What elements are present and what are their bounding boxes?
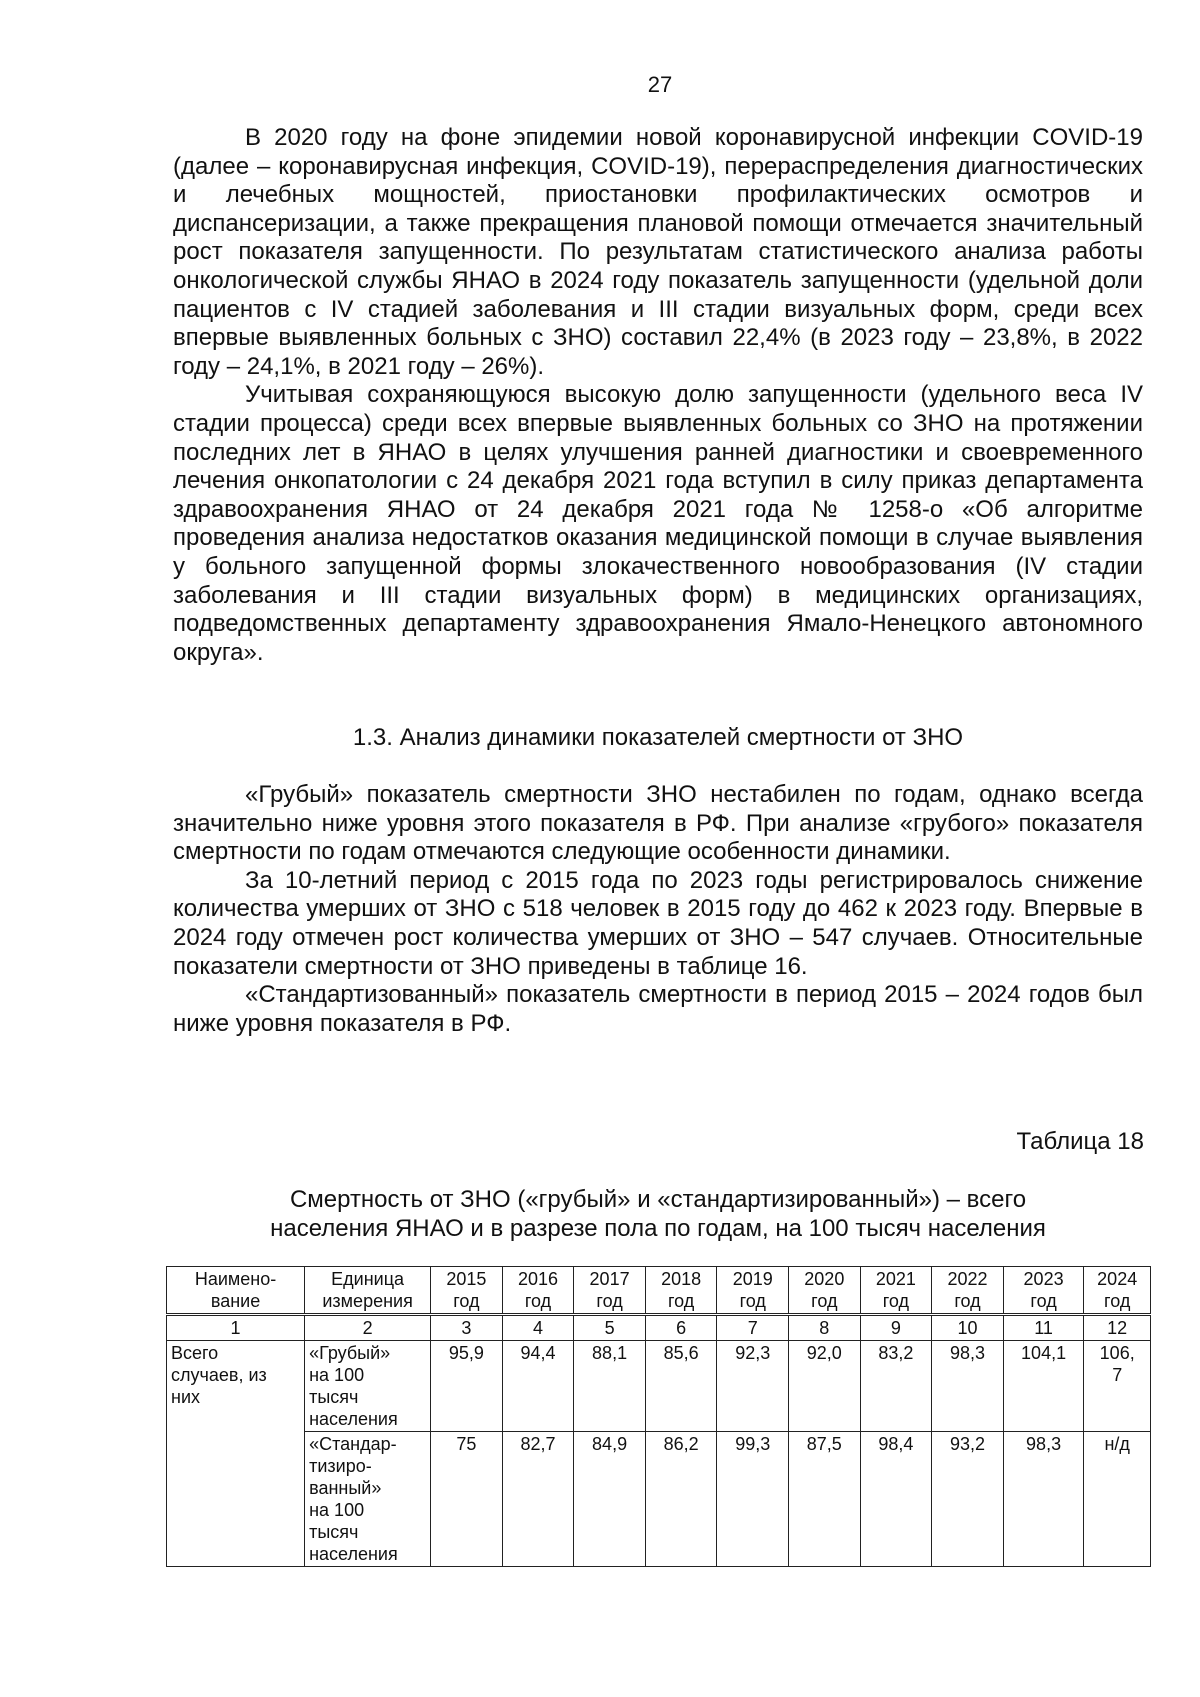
header-cell: Единица измерения bbox=[305, 1267, 431, 1315]
value-cell: 88,1 bbox=[574, 1341, 646, 1432]
header-cell: 2018 год bbox=[645, 1267, 717, 1315]
numbering-cell: 1 bbox=[167, 1315, 305, 1341]
numbering-cell: 12 bbox=[1084, 1315, 1151, 1341]
header-cell: Наимено- вание bbox=[167, 1267, 305, 1315]
table-numbering-row bbox=[167, 1315, 1151, 1341]
value-cell: 99,3 bbox=[717, 1432, 789, 1567]
table-label: Таблица 18 bbox=[1016, 1128, 1144, 1155]
header-cell: 2017 год bbox=[574, 1267, 646, 1315]
header-cell: 2024 год bbox=[1084, 1267, 1151, 1315]
unit-cell: «Стандар- тизиро- ванный» на 100 тысяч населения bbox=[305, 1432, 431, 1567]
body-text-top bbox=[173, 124, 1143, 667]
value-cell: 98,3 bbox=[1003, 1432, 1084, 1567]
header-cell: 2016 год bbox=[502, 1267, 574, 1315]
value-cell: 75 bbox=[431, 1432, 503, 1567]
numbering-cell: 11 bbox=[1003, 1315, 1084, 1341]
paragraph: Учитывая сохраняющуюся высокую долю запущенности (удельного веса IV стадии процесса) среди всех впервые выявленных больных со ЗНО на протяжении последних лет в ЯНАО в целях улучшения ранней диагностики и своевременного лечения онкопатологии с 24 декабря 2021 года вступил в силу приказ департамента здравоохранения ЯНАО от 24 декабря 2021 года № 1258-о «Об алгоритме проведения анализа недостатков оказания медицинской помощи в случае выявления у больного запущенной формы злокачественного новообразования (IV стадии заболевания и III стадии визуальных форм) в медицинских организациях, подведомственных департаменту здравоохранения Ямало-Ненецкого автономного округа». bbox=[173, 381, 1143, 666]
header-cell: 2023 год bbox=[1003, 1267, 1084, 1315]
header-cell: 2019 год bbox=[717, 1267, 789, 1315]
table-caption bbox=[173, 1185, 1143, 1243]
value-cell: 82,7 bbox=[502, 1432, 574, 1567]
header-cell: 2020 год bbox=[789, 1267, 861, 1315]
table-row bbox=[167, 1341, 1151, 1432]
table-caption-line: Смертность от ЗНО («грубый» и «стандартизированный») – всего bbox=[289, 1186, 1027, 1213]
header-cell: 2015 год bbox=[431, 1267, 503, 1315]
paragraph: В 2020 году на фоне эпидемии новой коронавирусной инфекции COVID-19 (далее – коронавирусная инфекция, COVID-19), перераспределения диагностических и лечебных мощностей, приостановки профилактических осмотров и диспансеризации, а также прекращения плановой помощи отмечается значительный рост показателя запущенности. По результатам статистического анализа работы онкологической службы ЯНАО в 2024 году показатель запущенности (удельной доли пациентов с IV стадией заболевания и III стадии визуальных форм, среди всех впервые выявленных больных с ЗНО) составил 22,4% (в 2023 году – 23,8%, в 2022 году – 24,1%, в 2021 году – 26%). bbox=[173, 124, 1143, 380]
numbering-cell: 2 bbox=[305, 1315, 431, 1341]
value-cell: 92,3 bbox=[717, 1341, 789, 1432]
table-row bbox=[167, 1432, 1151, 1567]
numbering-cell: 4 bbox=[502, 1315, 574, 1341]
value-cell: 94,4 bbox=[502, 1341, 574, 1432]
value-cell: 84,9 bbox=[574, 1432, 646, 1567]
value-cell: 87,5 bbox=[789, 1432, 861, 1567]
value-cell: 104,1 bbox=[1003, 1341, 1084, 1432]
value-cell: 83,2 bbox=[860, 1341, 932, 1432]
numbering-cell: 3 bbox=[431, 1315, 503, 1341]
numbering-cell: 5 bbox=[574, 1315, 646, 1341]
paragraph: «Грубый» показатель смертности ЗНО нестабилен по годам, однако всегда значительно ниже уровня этого показателя в РФ. При анализе «грубого» показателя смертности по годам отмечаются следующие особенности динамики. bbox=[173, 781, 1143, 866]
group-label-cell: Всего случаев, из них bbox=[167, 1341, 305, 1567]
page-number: 27 bbox=[647, 72, 673, 97]
table-caption-line: населения ЯНАО и в разрезе пола по годам, на 100 тысяч населения bbox=[270, 1215, 1046, 1242]
numbering-cell: 9 bbox=[860, 1315, 932, 1341]
value-cell: н/д bbox=[1084, 1432, 1151, 1567]
unit-cell: «Грубый» на 100 тысяч населения bbox=[305, 1341, 431, 1432]
numbering-cell: 8 bbox=[789, 1315, 861, 1341]
mortality-table bbox=[166, 1266, 1151, 1567]
body-text-bottom bbox=[173, 781, 1143, 1038]
paragraph: За 10-летний период с 2015 года по 2023 годы регистрировалось снижение количества умерших от ЗНО с 518 человек в 2015 году до 462 к 2023 году. Впервые в 2024 году отмечен рост количества умерших от ЗНО – 547 случаев. Относительные показатели смертности от ЗНО приведены в таблице 16. bbox=[173, 866, 1143, 980]
value-cell: 93,2 bbox=[932, 1432, 1004, 1567]
value-cell: 86,2 bbox=[645, 1432, 717, 1567]
value-cell: 92,0 bbox=[789, 1341, 861, 1432]
value-cell: 98,3 bbox=[932, 1341, 1004, 1432]
numbering-cell: 6 bbox=[645, 1315, 717, 1341]
header-cell: 2022 год bbox=[932, 1267, 1004, 1315]
section-heading: 1.3. Анализ динамики показателей смертности от ЗНО bbox=[352, 724, 964, 751]
paragraph: «Стандартизованный» показатель смертности в период 2015 – 2024 годов был ниже уровня показателя в РФ. bbox=[173, 981, 1143, 1037]
value-cell: 106, 7 bbox=[1084, 1341, 1151, 1432]
value-cell: 98,4 bbox=[860, 1432, 932, 1567]
numbering-cell: 10 bbox=[932, 1315, 1004, 1341]
header-cell: 2021 год bbox=[860, 1267, 932, 1315]
table-header-row bbox=[167, 1267, 1151, 1315]
value-cell: 95,9 bbox=[431, 1341, 503, 1432]
value-cell: 85,6 bbox=[645, 1341, 717, 1432]
numbering-cell: 7 bbox=[717, 1315, 789, 1341]
